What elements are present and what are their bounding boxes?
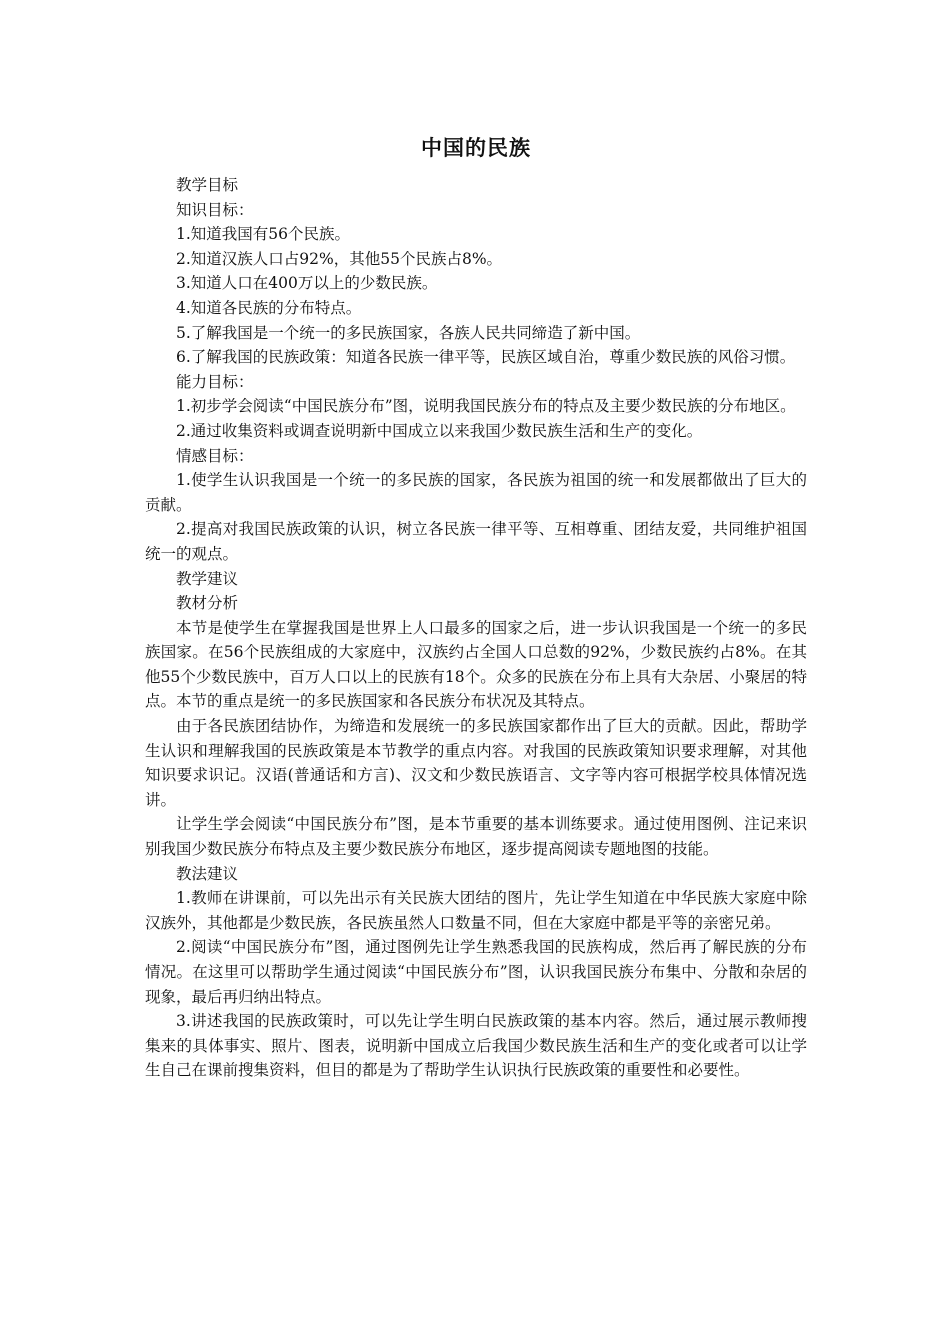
body-paragraph: 本节是使学生在掌握我国是世界上人口最多的国家之后，进一步认识我国是一个统一的多民族国家。在56个民族组成的大家庭中，汉族约占全国人口总数的92%，少数民族约占8%。在其他55个少数民族中，百万人口以上的民族有18个。众多的民族在分布上具有大杂居、小聚居的特点。本节的重点是统一的多民族国家和各民族分布状况及其特点。 [145,618,807,711]
heading-teaching-method-suggestions: 教法建议 [176,864,239,883]
list-item: 4.知道各民族的分布特点。 [176,298,362,317]
list-item: 6.了解我国的民族政策：知道各民族一律平等，民族区域自治，尊重少数民族的风俗习惯。 [176,348,796,367]
document-body [145,173,807,1083]
heading-teaching-suggestions: 教学建议 [176,569,239,588]
body-paragraph: 让学生学会阅读“中国民族分布”图，是本节重要的基本训练要求。通过使用图例、注记来识别我国少数民族分布特点及主要少数民族分布地区，逐步提高阅读专题地图的技能。 [145,815,807,859]
list-item: 1.教师在讲课前，可以先出示有关民族大团结的图片，先让学生知道在中华民族大家庭中除汉族外，其他都是少数民族，各民族虽然人口数量不同，但在大家庭中都是平等的亲密兄弟。 [145,889,807,932]
heading-textbook-analysis: 教材分析 [176,594,239,613]
heading-knowledge-objectives: 知识目标： [176,200,254,219]
list-item: 2.阅读“中国民族分布”图，通过图例先让学生熟悉我国的民族构成，然后再了解民族的分布情况。在这里可以帮助学生通过阅读“中国民族分布”图，认识我国民族分布集中、分散和杂居的现象，最后再归纳出特点。 [145,938,807,1006]
list-item: 3.讲述我国的民族政策时，可以先让学生明白民族政策的基本内容。然后，通过展示教师搜集来的具体事实、照片、图表，说明新中国成立后我国少数民族生活和生产的变化或者可以让学生自己在课前搜集资料，但目的都是为了帮助学生认识执行民族政策的重要性和必要性。 [145,1012,807,1080]
list-item: 2.知道汉族人口占92%，其他55个民族占8%。 [176,249,503,268]
document-title: 中国的民族 [421,136,531,160]
document-page [145,133,807,1083]
heading-teaching-objectives: 教学目标 [176,176,239,194]
list-item: 2.通过收集资料或调查说明新中国成立以来我国少数民族生活和生产的变化。 [176,421,703,440]
list-item: 3.知道人口在400万以上的少数民族。 [176,274,438,293]
list-item: 1.初步学会阅读“中国民族分布”图，说明我国民族分布的特点及主要少数民族的分布地区。 [176,397,796,416]
heading-ability-objectives: 能力目标： [176,372,254,391]
body-paragraph: 由于各民族团结协作，为缔造和发展统一的多民族国家都作出了巨大的贡献。因此，帮助学生认识和理解我国的民族政策是本节教学的重点内容。对我国的民族政策知识要求理解，对其他知识要求识记。汉语(普通话和方言)、汉文和少数民族语言、文字等内容可根据学校具体情况选讲。 [145,717,807,809]
list-item: 2.提高对我国民族政策的认识，树立各民族一律平等、互相尊重、团结友爱，共同维护祖国统一的观点。 [145,520,807,563]
list-item: 1.使学生认识我国是一个统一的多民族的国家，各民族为祖国的统一和发展都做出了巨大的贡献。 [145,471,807,514]
heading-emotional-objectives: 情感目标： [176,446,254,465]
list-item: 5.了解我国是一个统一的多民族国家，各族人民共同缔造了新中国。 [176,323,641,342]
list-item: 1.知道我国有56个民族。 [176,225,351,244]
